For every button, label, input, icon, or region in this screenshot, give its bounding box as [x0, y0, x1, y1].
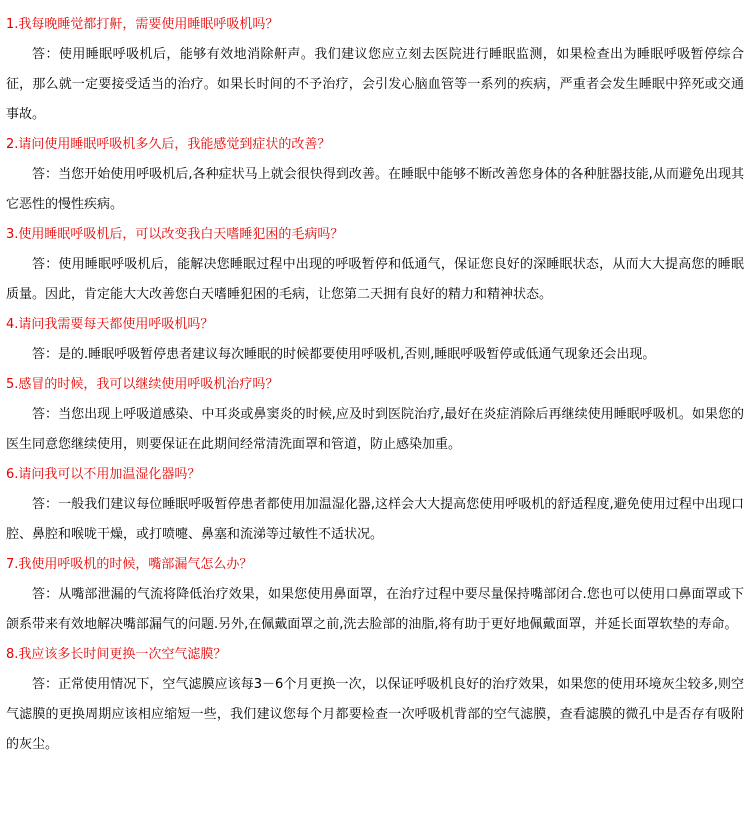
faq-item-4 — [6, 310, 744, 370]
faq-answer: 答：一般我们建议每位睡眠呼吸暂停患者都使用加温湿化器,这样会大大提高您使用呼吸机的舒适程度,避免使用过程中出现口腔、鼻腔和喉咙干燥，或打喷嚏、鼻塞和流涕等过敏性不适状况。 — [6, 497, 744, 542]
faq-question: 2.请问使用睡眠呼吸机多久后，我能感觉到症状的改善？ — [6, 137, 331, 152]
faq-question: 7.我使用呼吸机的时候，嘴部漏气怎么办？ — [6, 557, 253, 572]
faq-question: 6.请问我可以不用加温湿化器吗？ — [6, 467, 201, 482]
faq-answer: 答：是的.睡眠呼吸暂停患者建议每次睡眠的时候都要使用呼吸机,否则,睡眠呼吸暂停或低通气现象还会出现。 — [32, 347, 656, 362]
faq-question: 8.我应该多长时间更换一次空气滤膜？ — [6, 647, 227, 662]
faq-answer: 答：从嘴部泄漏的气流将降低治疗效果，如果您使用鼻面罩，在治疗过程中要尽量保持嘴部闭合.您也可以使用口鼻面罩或下颌系带来有效地解决嘴部漏气的问题.另外,在佩戴面罩之前,洗去脸部的油脂,将有助于更好地佩戴面罩，并延长面罩软垫的寿命。 — [6, 587, 744, 632]
faq-item-6 — [6, 460, 744, 550]
faq-question: 5.感冒的时候，我可以继续使用呼吸机治疗吗？ — [6, 377, 279, 392]
faq-item-3 — [6, 220, 744, 310]
faq-item-7 — [6, 550, 744, 640]
faq-answer: 答：使用睡眠呼吸机后，能解决您睡眠过程中出现的呼吸暂停和低通气，保证您良好的深睡眠状态，从而大大提高您的睡眠质量。因此，肯定能大大改善您白天嗜睡犯困的毛病，让您第二天拥有良好的精力和精神状态。 — [6, 257, 744, 302]
faq-question: 4.请问我需要每天都使用呼吸机吗？ — [6, 317, 214, 332]
faq-item-8 — [6, 640, 744, 760]
faq-question: 1.我每晚睡觉都打鼾，需要使用睡眠呼吸机吗？ — [6, 17, 279, 32]
faq-answer: 答：正常使用情况下，空气滤膜应该每3－6个月更换一次，以保证呼吸机良好的治疗效果，如果您的使用环境灰尘较多,则空气滤膜的更换周期应该相应缩短一些，我们建议您每个月都要检查一次呼吸机背部的空气滤膜，查看滤膜的微孔中是否存有吸附的灰尘。 — [6, 677, 744, 752]
faq-item-1 — [6, 10, 744, 130]
faq-item-2 — [6, 130, 744, 220]
faq-question: 3.使用睡眠呼吸机后，可以改变我白天嗜睡犯困的毛病吗？ — [6, 227, 344, 242]
faq-answer: 答：当您出现上呼吸道感染、中耳炎或鼻窦炎的时候,应及时到医院治疗,最好在炎症消除后再继续使用睡眠呼吸机。如果您的医生同意您继续使用，则要保证在此期间经常清洗面罩和管道，防止感染加重。 — [6, 407, 744, 452]
faq-answer: 答：使用睡眠呼吸机后，能够有效地消除鼾声。我们建议您应立刻去医院进行睡眠监测，如果检查出为睡眠呼吸暂停综合征，那么就一定要接受适当的治疗。如果长时间的不予治疗，会引发心脑血管等一系列的疾病，严重者会发生睡眠中猝死或交通事故。 — [6, 47, 744, 122]
faq-item-5 — [6, 370, 744, 460]
faq-answer: 答：当您开始使用呼吸机后,各种症状马上就会很快得到改善。在睡眠中能够不断改善您身体的各种脏器技能,从而避免出现其它恶性的慢性疾病。 — [6, 167, 744, 212]
